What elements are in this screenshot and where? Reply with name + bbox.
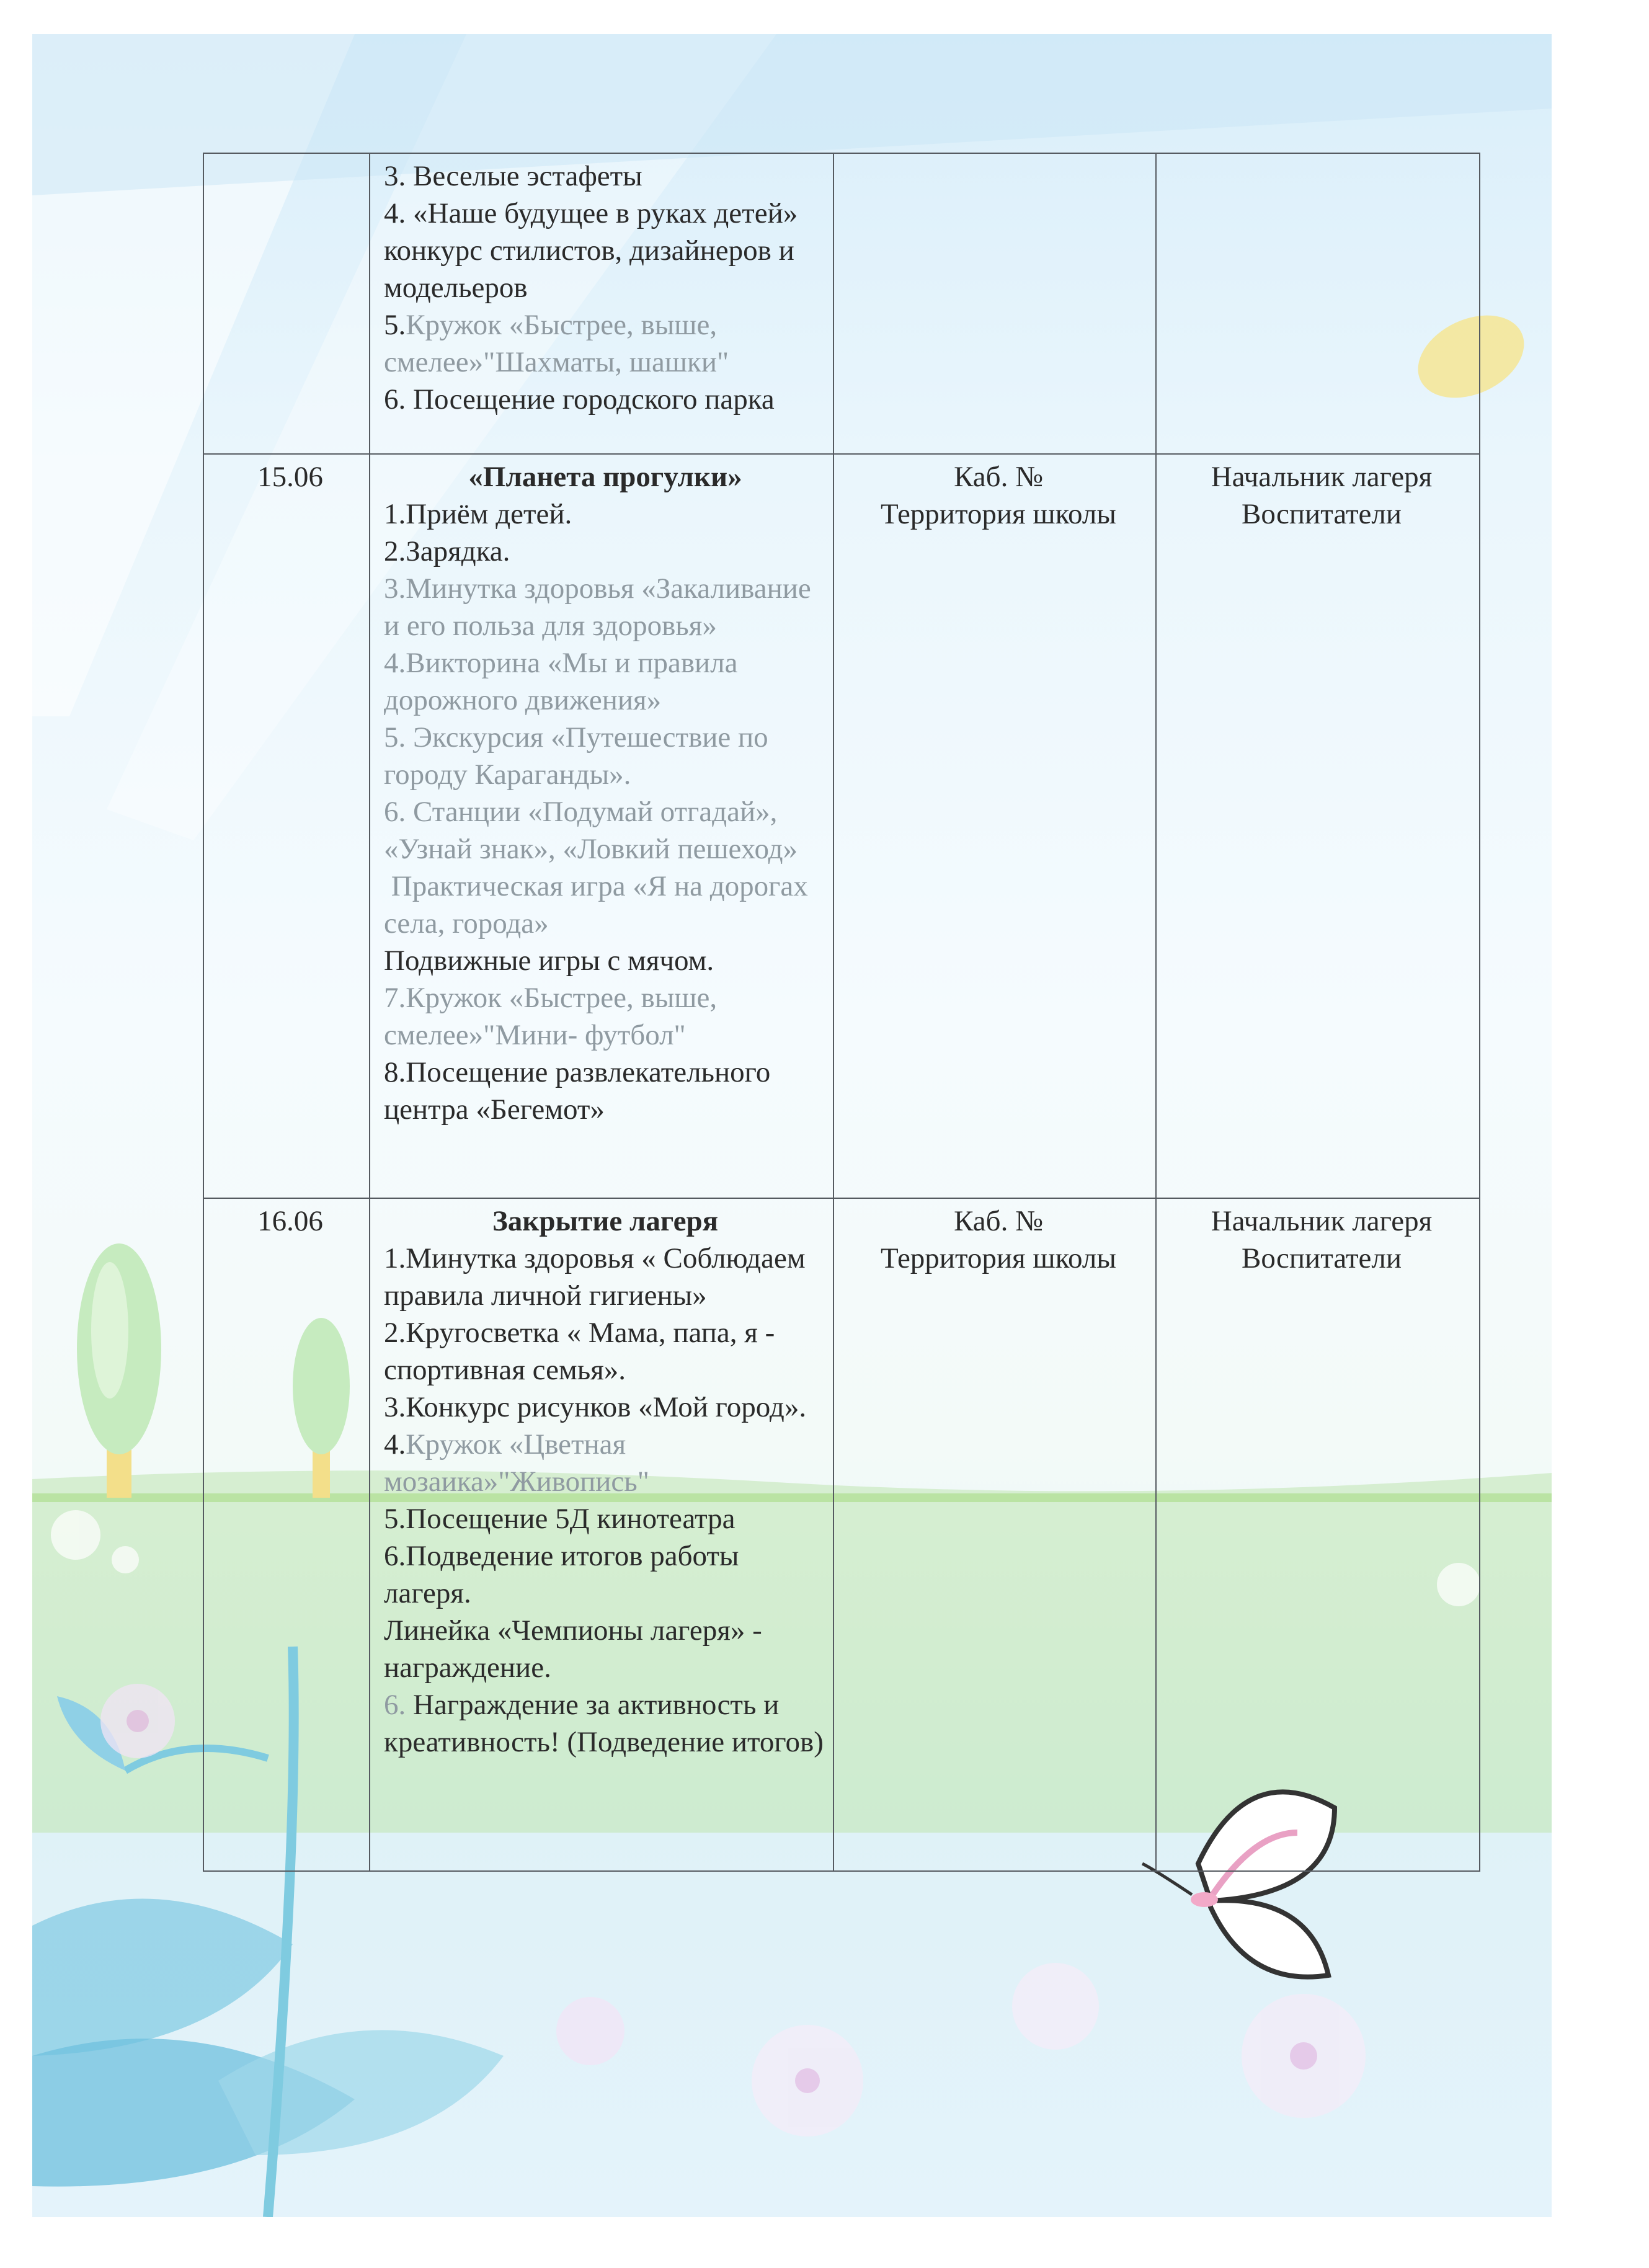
tree-icon [77, 1243, 161, 1498]
activity-item: 5.Посещение 5Д кинотеатра [384, 1503, 736, 1535]
activity-item: 2.Кругосветка « Мама, папа, я - спортивная семья». [384, 1317, 775, 1386]
activity-item: 3. Веселые эстафеты [384, 160, 642, 192]
activity-item: 5. Экскурсия «Путешествие по городу Караганды». [384, 721, 768, 791]
responsible-cell [1156, 153, 1480, 454]
place-cell [833, 153, 1156, 454]
activity-item: Подвижные игры с мячом. [384, 945, 714, 977]
table-row [203, 1198, 1480, 1871]
activity-item: 6. Станции «Подумай отгадай», «Узнай знак», «Ловкий пешеход» [384, 796, 798, 865]
day-title: Закрытие лагеря [492, 1205, 719, 1237]
activity-item: Практическая игра «Я на дорогах села, города» [384, 870, 816, 940]
activity-item: 3.Минутка здоровья «Закаливание и его польза для здоровья» [384, 572, 811, 642]
activity-item: 4.Викторина «Мы и правила дорожного движения» [384, 647, 738, 716]
activity-item: 1.Приём детей. [384, 498, 572, 530]
activity-item: 5.Кружок «Быстрее, выше, смелее»"Шахматы, шашки" [384, 309, 729, 378]
date-cell [203, 153, 370, 454]
place-room: Каб. № [954, 1205, 1043, 1237]
table-row [203, 153, 1480, 454]
table-row [203, 454, 1480, 1198]
activity-item: 4.Кружок «Цветная мозаика»"Живопись" [384, 1428, 649, 1498]
camp-schedule-table [203, 153, 1480, 1872]
activities-cell [370, 1198, 833, 1871]
activity-item: 6. Посещение городского парка [384, 383, 775, 416]
activities-cell [370, 454, 833, 1198]
responsible-cell [1156, 454, 1480, 1198]
place-cell [833, 1198, 1156, 1871]
responsible-staff: Воспитатели [1242, 1242, 1402, 1274]
date-cell: 16.06 [203, 1198, 370, 1871]
activity-item: 6.Подведение итогов работы лагеря. [384, 1540, 739, 1609]
activity-item: 2.Зарядка. [384, 535, 510, 567]
place-territory: Территория школы [881, 1242, 1116, 1274]
responsible-staff: Воспитатели [1242, 498, 1402, 530]
activity-item: 4. «Наше будущее в руках детей» конкурс стилистов, дизайнеров и модельеров [384, 197, 798, 304]
date-cell: 15.06 [203, 454, 370, 1198]
place-cell [833, 454, 1156, 1198]
activity-item: 6. Награждение за активность и креативность! (Подведение итогов) [384, 1689, 824, 1758]
activity-item: 7.Кружок «Быстрее, выше, смелее»"Мини- футбол" [384, 982, 718, 1051]
activity-item: 3.Конкурс рисунков «Мой город». [384, 1391, 807, 1423]
activity-item: Линейка «Чемпионы лагеря» - награждение. [384, 1614, 762, 1684]
place-room: Каб. № [954, 461, 1043, 493]
activity-item: 8.Посещение развлекательного центра «Бегемот» [384, 1056, 771, 1126]
responsible-cell [1156, 1198, 1480, 1871]
place-territory: Территория школы [881, 498, 1116, 530]
responsible-head: Начальник лагеря [1211, 1205, 1433, 1237]
responsible-head: Начальник лагеря [1211, 461, 1433, 493]
day-title: «Планета прогулки» [468, 461, 742, 493]
activity-item: 1.Минутка здоровья « Соблюдаем правила личной гигиены» [384, 1242, 806, 1312]
activities-cell [370, 153, 833, 454]
